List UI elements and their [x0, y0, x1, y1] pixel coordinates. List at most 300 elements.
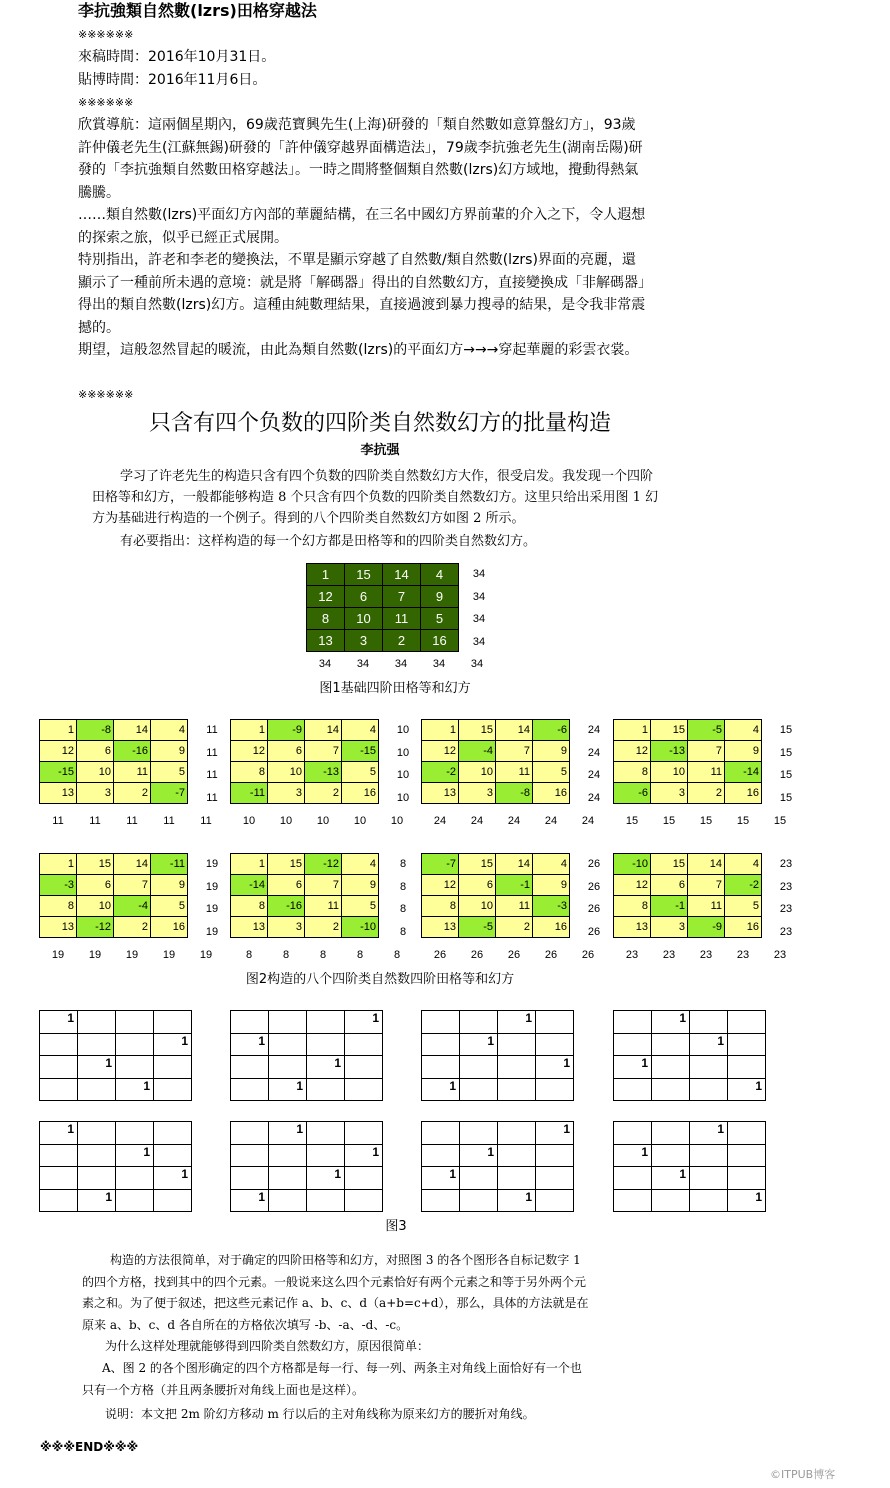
- grid-cell: [231, 1167, 269, 1190]
- negative-cell: -2: [422, 762, 459, 783]
- grid-cell: [422, 1011, 460, 1034]
- marked-cell: 1: [690, 1033, 728, 1056]
- column-sum: 23: [773, 949, 787, 961]
- grid-cell: [269, 1189, 307, 1212]
- grid-cell: [422, 1033, 460, 1056]
- grid-cell: [116, 1189, 154, 1212]
- grid-cell: 3: [268, 783, 305, 804]
- column-sum: 26: [507, 949, 521, 961]
- grid-cell: [154, 1144, 192, 1167]
- magic-square: [421, 719, 570, 804]
- grid-cell: [231, 1011, 269, 1034]
- row-sum: 8: [399, 880, 407, 893]
- separator: ※※※※※※: [78, 388, 134, 401]
- grid-cell: 1: [231, 720, 268, 741]
- grid-cell: [40, 1167, 78, 1190]
- row-sum: 11: [206, 724, 218, 736]
- grid-cell: 6: [77, 875, 114, 896]
- grid-cell: [40, 1056, 78, 1079]
- grid-cell: 3: [459, 783, 496, 804]
- grid-cell: [498, 1033, 536, 1056]
- grid-cell: [460, 1122, 498, 1145]
- grid-cell: 3: [268, 917, 305, 938]
- grid-cell: [690, 1189, 728, 1212]
- grid-cell: [652, 1122, 690, 1145]
- grid-cell: 8: [231, 762, 268, 783]
- negative-cell: -15: [342, 741, 379, 762]
- column-sum: 34: [470, 658, 484, 670]
- column-sum: 11: [200, 815, 212, 827]
- grid-cell: 8: [40, 896, 77, 917]
- row-sum: 24: [587, 746, 601, 759]
- column-sum: 11: [126, 815, 138, 827]
- grid-cell: [231, 1144, 269, 1167]
- grid-cell: [422, 1144, 460, 1167]
- negative-cell: -13: [305, 762, 342, 783]
- negative-cell: -6: [614, 783, 651, 804]
- intro-paragraph: 特別指出，許老和李老的變換法，不單是顯示穿越了自然數/類自然數(lzrs)界面的亮麗，還顯示了一種前所未遇的意境：就是將「解碼器」得出的自然數幻方，直接變換成「非解碼器」得出的類自然數(lzrs)幻方。這種由純數理結果，直接過渡到暴力搜尋的結果，是令我非常震撼的。: [78, 252, 646, 336]
- grid-cell: 2: [383, 630, 421, 652]
- column-sum: 15: [773, 815, 787, 827]
- marked-cell: 1: [614, 1056, 652, 1079]
- grid-cell: [536, 1167, 574, 1190]
- grid-cell: [345, 1078, 383, 1101]
- grid-cell: 7: [305, 741, 342, 762]
- negative-cell: -1: [651, 896, 688, 917]
- grid-cell: 5: [342, 762, 379, 783]
- pattern-grid: [39, 1010, 192, 1101]
- marked-cell: 1: [116, 1144, 154, 1167]
- row-sum: 19: [205, 903, 219, 915]
- row-sum: 23: [779, 903, 793, 915]
- grid-cell: 15: [77, 854, 114, 875]
- grid-cell: [728, 1122, 766, 1145]
- row-sum: 8: [399, 925, 407, 938]
- column-sum: 19: [51, 949, 65, 961]
- grid-cell: [116, 1122, 154, 1145]
- negative-cell: -9: [688, 917, 725, 938]
- negative-cell: -9: [268, 720, 305, 741]
- negative-cell: -10: [342, 917, 379, 938]
- negative-cell: -13: [651, 741, 688, 762]
- grid-cell: 9: [151, 741, 188, 762]
- grid-cell: [78, 1033, 116, 1056]
- figure-caption: 图1基础四阶田格等和幻方: [319, 681, 471, 696]
- row-sum: 26: [587, 925, 601, 938]
- grid-cell: 5: [533, 762, 570, 783]
- grid-cell: [652, 1078, 690, 1101]
- row-sum: 19: [205, 858, 219, 870]
- grid-cell: 3: [77, 783, 114, 804]
- grid-cell: 6: [459, 875, 496, 896]
- column-sum: 34: [432, 658, 446, 670]
- grid-cell: [460, 1011, 498, 1034]
- row-sum: 23: [779, 925, 793, 938]
- grid-cell: 11: [496, 762, 533, 783]
- marked-cell: 1: [40, 1122, 78, 1145]
- grid-cell: 2: [305, 917, 342, 938]
- marked-cell: 1: [460, 1144, 498, 1167]
- grid-cell: [652, 1056, 690, 1079]
- marked-cell: 1: [78, 1056, 116, 1079]
- grid-cell: 12: [307, 586, 345, 608]
- grid-cell: 6: [77, 741, 114, 762]
- article-intro: 有必要指出：这样构造的每一个幻方都是田格等和的四阶类自然数幻方。: [120, 534, 537, 549]
- grid-cell: 4: [533, 854, 570, 875]
- column-sum: 15: [736, 815, 750, 827]
- column-sum: 8: [245, 949, 253, 961]
- marked-cell: 1: [40, 1011, 78, 1034]
- grid-cell: [422, 1056, 460, 1079]
- grid-cell: [307, 1189, 345, 1212]
- column-sum: 8: [393, 949, 401, 961]
- column-sum: 34: [356, 658, 370, 670]
- marked-cell: 1: [498, 1189, 536, 1212]
- marked-cell: 1: [154, 1167, 192, 1190]
- grid-cell: [154, 1122, 192, 1145]
- grid-cell: [614, 1033, 652, 1056]
- grid-cell: [231, 1122, 269, 1145]
- column-sum: 24: [470, 815, 484, 827]
- marked-cell: 1: [536, 1056, 574, 1079]
- grid-cell: 11: [383, 608, 421, 630]
- grid-cell: 4: [421, 564, 459, 586]
- grid-cell: [728, 1056, 766, 1079]
- column-sum: 8: [319, 949, 327, 961]
- grid-cell: 9: [151, 875, 188, 896]
- marked-cell: 1: [231, 1189, 269, 1212]
- grid-cell: [536, 1033, 574, 1056]
- grid-cell: 4: [151, 720, 188, 741]
- column-sum: 24: [544, 815, 558, 827]
- grid-cell: 10: [268, 762, 305, 783]
- row-sum: 26: [587, 880, 601, 893]
- grid-cell: 8: [307, 608, 345, 630]
- row-sum: 10: [396, 791, 410, 804]
- grid-cell: [345, 1033, 383, 1056]
- grid-cell: 10: [459, 896, 496, 917]
- grid-cell: 3: [345, 630, 383, 652]
- grid-cell: 15: [651, 854, 688, 875]
- column-sum: 11: [89, 815, 101, 827]
- posted-time: 貼博時間：2016年11月6日。: [78, 72, 267, 88]
- article-title: 只含有四个负数的四阶类自然数幻方的批量构造: [148, 411, 611, 436]
- column-sum: 15: [625, 815, 639, 827]
- grid-cell: [498, 1056, 536, 1079]
- row-sum: 15: [779, 769, 793, 781]
- figure-caption: 图2构造的八个四阶类自然数四阶田格等和幻方: [245, 972, 515, 987]
- marked-cell: 1: [460, 1033, 498, 1056]
- column-sum: 24: [433, 815, 447, 827]
- column-sum: 8: [356, 949, 364, 961]
- grid-cell: [345, 1189, 383, 1212]
- end-marker: ※※※END※※※: [40, 1440, 139, 1454]
- grid-cell: [154, 1056, 192, 1079]
- column-sum: 26: [470, 949, 484, 961]
- grid-cell: [536, 1189, 574, 1212]
- grid-cell: 2: [114, 917, 151, 938]
- grid-cell: [690, 1167, 728, 1190]
- base-magic-square: [306, 563, 459, 652]
- marked-cell: 1: [154, 1033, 192, 1056]
- grid-cell: [269, 1144, 307, 1167]
- row-sum: 24: [587, 769, 601, 781]
- grid-cell: [498, 1122, 536, 1145]
- column-sum: 10: [242, 815, 256, 827]
- grid-cell: 13: [40, 917, 77, 938]
- grid-cell: 7: [383, 586, 421, 608]
- grid-cell: [269, 1033, 307, 1056]
- marked-cell: 1: [422, 1167, 460, 1190]
- negative-cell: -5: [459, 917, 496, 938]
- grid-cell: [460, 1078, 498, 1101]
- row-sum: 23: [779, 858, 793, 870]
- marked-cell: 1: [728, 1078, 766, 1101]
- grid-cell: 8: [614, 896, 651, 917]
- negative-cell: -12: [77, 917, 114, 938]
- row-sum: 15: [779, 791, 793, 804]
- marked-cell: 1: [728, 1189, 766, 1212]
- negative-cell: -7: [151, 783, 188, 804]
- grid-cell: 2: [688, 783, 725, 804]
- intro-paragraph: 期望，這般忽然冒起的暖流，由此為類自然數(lzrs)的平面幻方→→→穿起華麗的彩雲衣裳。: [78, 342, 639, 358]
- grid-cell: [614, 1122, 652, 1145]
- marked-cell: 1: [345, 1144, 383, 1167]
- grid-cell: 2: [114, 783, 151, 804]
- grid-cell: [116, 1011, 154, 1034]
- column-sum: 26: [433, 949, 447, 961]
- grid-cell: [690, 1056, 728, 1079]
- figure-caption: 图3: [385, 1219, 407, 1234]
- column-sum: 34: [394, 658, 408, 670]
- grid-cell: [40, 1033, 78, 1056]
- grid-cell: [307, 1144, 345, 1167]
- magic-square: [230, 853, 379, 938]
- grid-cell: [652, 1144, 690, 1167]
- grid-cell: 1: [422, 720, 459, 741]
- grid-cell: [269, 1011, 307, 1034]
- grid-cell: [690, 1078, 728, 1101]
- grid-cell: [154, 1011, 192, 1034]
- grid-cell: 3: [651, 917, 688, 938]
- grid-cell: [345, 1167, 383, 1190]
- grid-cell: 8: [231, 896, 268, 917]
- row-sum: 24: [587, 724, 601, 736]
- grid-cell: [307, 1078, 345, 1101]
- negative-cell: -11: [231, 783, 268, 804]
- column-sum: 11: [163, 815, 175, 827]
- row-sum: 10: [396, 769, 410, 781]
- grid-cell: 9: [533, 875, 570, 896]
- row-sum: 34: [472, 568, 486, 580]
- grid-cell: 15: [651, 720, 688, 741]
- grid-cell: [690, 1011, 728, 1034]
- row-sum: 15: [779, 724, 793, 736]
- grid-cell: [536, 1144, 574, 1167]
- grid-cell: [614, 1078, 652, 1101]
- magic-square: [39, 853, 188, 938]
- grid-cell: [269, 1167, 307, 1190]
- row-sum: 10: [396, 724, 410, 736]
- grid-cell: 12: [422, 875, 459, 896]
- column-sum: 10: [279, 815, 293, 827]
- row-sum: 26: [587, 903, 601, 915]
- grid-cell: 9: [533, 741, 570, 762]
- row-sum: 24: [587, 791, 601, 804]
- negative-cell: -11: [151, 854, 188, 875]
- row-sum: 23: [779, 880, 793, 893]
- marked-cell: 1: [269, 1122, 307, 1145]
- pattern-grid: [421, 1121, 574, 1212]
- intro-paragraph: ……類自然數(lzrs)平面幻方內部的華麗結構，在三名中國幻方界前輩的介入之下，令人遐想的探索之旅，似乎已經正式展開。: [78, 207, 646, 246]
- grid-cell: [614, 1189, 652, 1212]
- row-sum: 10: [396, 746, 410, 759]
- grid-cell: [652, 1189, 690, 1212]
- grid-cell: 14: [114, 854, 151, 875]
- marked-cell: 1: [652, 1167, 690, 1190]
- negative-cell: -10: [614, 854, 651, 875]
- grid-cell: 10: [459, 762, 496, 783]
- grid-cell: [269, 1056, 307, 1079]
- negative-cell: -16: [268, 896, 305, 917]
- grid-cell: 3: [651, 783, 688, 804]
- grid-cell: 4: [342, 720, 379, 741]
- pattern-grid: [613, 1010, 766, 1101]
- grid-cell: 16: [725, 917, 762, 938]
- grid-cell: 12: [422, 741, 459, 762]
- grid-cell: 7: [688, 875, 725, 896]
- grid-cell: 12: [231, 741, 268, 762]
- marked-cell: 1: [345, 1011, 383, 1034]
- column-sum: 19: [88, 949, 102, 961]
- grid-cell: 13: [307, 630, 345, 652]
- negative-cell: -4: [459, 741, 496, 762]
- method-paragraph: 为什么这样处理就能够得到四阶类自然数幻方，原因很简单：: [105, 1339, 430, 1353]
- marked-cell: 1: [652, 1011, 690, 1034]
- grid-cell: 14: [496, 854, 533, 875]
- grid-cell: [116, 1167, 154, 1190]
- row-sum: 11: [206, 791, 218, 804]
- grid-cell: 5: [151, 762, 188, 783]
- grid-cell: [78, 1078, 116, 1101]
- grid-cell: 10: [345, 608, 383, 630]
- negative-cell: -15: [40, 762, 77, 783]
- grid-cell: 5: [151, 896, 188, 917]
- grid-cell: 7: [496, 741, 533, 762]
- grid-cell: [536, 1011, 574, 1034]
- marked-cell: 1: [307, 1167, 345, 1190]
- grid-cell: 4: [342, 854, 379, 875]
- grid-cell: 1: [40, 720, 77, 741]
- grid-cell: 14: [305, 720, 342, 741]
- method-paragraph: A、图 2 的各个图形确定的四个方格都是每一行、每一列、两条主对角线上面恰好有一个也只有一个方格（并且两条腰折对角线上面也是这样）。: [82, 1361, 582, 1397]
- grid-cell: 16: [421, 630, 459, 652]
- grid-cell: 1: [40, 854, 77, 875]
- article-intro: 学习了许老先生的构造只含有四个负数的四阶类自然数幻方大作，很受启发。我发现一个四阶田格等和幻方，一般都能够构造 8 个只含有四个负数的四阶类自然数幻方。这里只给出采用图 1 幻方为基础进行构造的一个例子。得到的八个四阶类自然数幻方如图 2 所示。: [92, 469, 659, 526]
- grid-cell: 12: [614, 741, 651, 762]
- negative-cell: -12: [305, 854, 342, 875]
- negative-cell: -3: [533, 896, 570, 917]
- negative-cell: -8: [77, 720, 114, 741]
- grid-cell: 1: [231, 854, 268, 875]
- grid-cell: 5: [421, 608, 459, 630]
- column-sum: 24: [507, 815, 521, 827]
- grid-cell: [614, 1167, 652, 1190]
- grid-cell: 16: [151, 917, 188, 938]
- separator: ※※※※※※: [78, 28, 134, 41]
- grid-cell: 16: [533, 783, 570, 804]
- grid-cell: 12: [614, 875, 651, 896]
- grid-cell: 13: [231, 917, 268, 938]
- row-sum: 11: [206, 769, 218, 781]
- column-sum: 19: [125, 949, 139, 961]
- column-sum: 15: [662, 815, 676, 827]
- column-sum: 10: [390, 815, 404, 827]
- grid-cell: 12: [40, 741, 77, 762]
- grid-cell: [307, 1033, 345, 1056]
- grid-cell: [116, 1033, 154, 1056]
- grid-cell: [728, 1144, 766, 1167]
- column-sum: 24: [581, 815, 595, 827]
- marked-cell: 1: [307, 1056, 345, 1079]
- grid-cell: 6: [651, 875, 688, 896]
- grid-cell: 16: [725, 783, 762, 804]
- watermark: ©ITPUB博客: [770, 1468, 836, 1481]
- grid-cell: [614, 1011, 652, 1034]
- grid-cell: [728, 1033, 766, 1056]
- pattern-grid: [230, 1121, 383, 1212]
- negative-cell: -14: [231, 875, 268, 896]
- grid-cell: 5: [342, 896, 379, 917]
- row-sum: 19: [205, 880, 219, 893]
- column-sum: 15: [699, 815, 713, 827]
- grid-cell: [116, 1056, 154, 1079]
- grid-cell: 13: [422, 917, 459, 938]
- separator: ※※※※※※: [78, 96, 134, 109]
- grid-cell: 1: [614, 720, 651, 741]
- column-sum: 26: [581, 949, 595, 961]
- grid-cell: 13: [422, 783, 459, 804]
- grid-cell: 4: [725, 854, 762, 875]
- marked-cell: 1: [422, 1078, 460, 1101]
- grid-cell: [498, 1167, 536, 1190]
- grid-cell: 6: [268, 741, 305, 762]
- grid-cell: 4: [725, 720, 762, 741]
- article-author: 李抗强: [360, 443, 400, 458]
- grid-cell: 9: [725, 741, 762, 762]
- grid-cell: 10: [77, 896, 114, 917]
- intro-paragraph: 欣賞導航：這兩個星期內，69歲范寶興先生(上海)研發的「類自然數如意算盤幻方」，93歲許仲儀老先生(江蘇無錫)研發的「許仲儀穿越界面構造法」，79歲李抗強老先生(湖南岳陽)研發的「李抗強類自然數田格穿越法」。一時之間將整個類自然數(lzrs)幻方域地，攪動得熱氣騰騰。: [78, 117, 643, 201]
- negative-cell: -3: [40, 875, 77, 896]
- grid-cell: 9: [421, 586, 459, 608]
- grid-cell: 10: [651, 762, 688, 783]
- grid-cell: [460, 1056, 498, 1079]
- marked-cell: 1: [78, 1189, 116, 1212]
- header-title: 李抗強類自然數(lzrs)田格穿越法: [78, 1, 317, 20]
- grid-cell: [652, 1033, 690, 1056]
- row-sum: 8: [399, 903, 407, 915]
- column-sum: 23: [736, 949, 750, 961]
- pattern-grid: [613, 1121, 766, 1212]
- grid-cell: 11: [496, 896, 533, 917]
- row-sum: 15: [779, 746, 793, 759]
- negative-cell: -2: [725, 875, 762, 896]
- row-sum: 26: [587, 858, 601, 870]
- column-sum: 10: [316, 815, 330, 827]
- grid-cell: [78, 1144, 116, 1167]
- grid-cell: 7: [688, 741, 725, 762]
- magic-square: [39, 719, 188, 804]
